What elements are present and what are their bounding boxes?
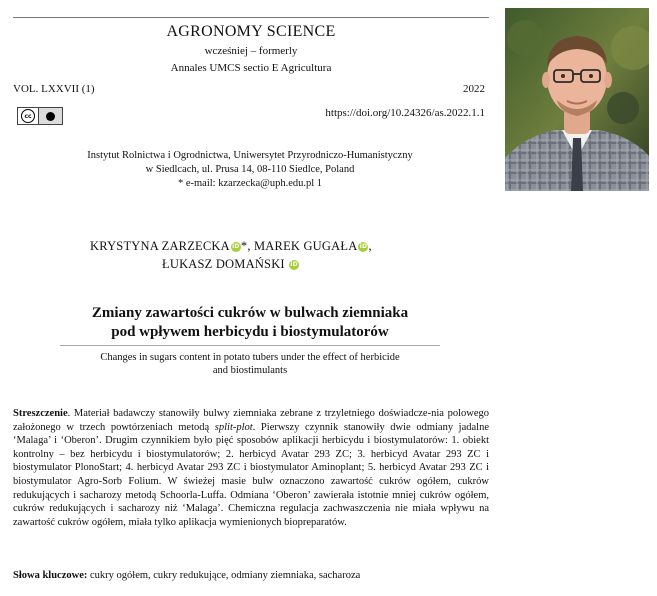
corresponding-mark: *,	[240, 239, 254, 253]
author-name: MAREK GUGAŁA	[253, 239, 358, 253]
orcid-icon[interactable]: iD	[359, 243, 368, 250]
article-title-line-1: Zmiany zawartości cukrów w bulwach ziemniaka	[91, 305, 409, 321]
article-title-line-2: pod wpływem herbicydu i biostymulatorów	[111, 324, 389, 340]
author-name: KRYSTYNA ZARZECKA	[90, 239, 230, 253]
keywords-label: Słowa kluczowe:	[13, 570, 88, 581]
author-line-1	[90, 239, 372, 254]
journal-former-name: Annales UMCS sectio E Agricultura	[170, 62, 332, 74]
journal-formerly: wcześniej – formerly	[204, 45, 298, 57]
orcid-icon[interactable]: iD	[232, 243, 240, 250]
cc-logo-icon: cc	[21, 109, 35, 123]
keywords-text: cukry ogółem, cukry redukujące, odmiany ziemniaka, sacharoza	[87, 570, 361, 581]
journal-title: AGRONOMY SCIENCE	[166, 23, 336, 40]
author-name: ŁUKASZ DOMAŃSKI	[162, 257, 285, 271]
header-rule	[13, 17, 489, 18]
orcid-icon[interactable]: iD	[290, 261, 298, 268]
journal-year: 2022	[463, 83, 485, 95]
abstract-text: . Materiał badawczy stanowiły bulwy ziemniaka zebrane z trzyletniego doświadcze-nia polowego założonego w trzech powtórzeniach metodą	[13, 408, 489, 433]
affiliation-line-2: w Siedlcach, ul. Prusa 14, 08-110 Siedlce, Poland	[145, 164, 355, 175]
doi-link[interactable]: https://doi.org/10.24326/as.2022.1.1	[325, 107, 485, 119]
affiliation-line-1: Instytut Rolnictwa i Ogrodnictwa, Uniwersytet Przyrodniczo-Humanistyczny	[87, 150, 413, 161]
author-separator: ,	[368, 239, 372, 253]
author-line-2	[162, 257, 299, 272]
abstract-italic-term: split-plot	[214, 421, 253, 433]
cc-by-license-icon[interactable]	[17, 107, 63, 125]
abstract-text: . Pierwszy czynnik stanowiły dwie odmiany jadalne ‘Malaga’ i ‘Oberon’. Drugim czynnikiem było pięć sposobów aplikacji herbicydu i biostymulatorów: 1. obiekt kontrolny – bez herbicydu i biostymulatorów; 2. herbicyd Avatar 293 ZC; 3. herbicyd Avatar 293 ZC i biostymulator PlonoStart; 4. herbicyd Avatar 293 ZC i biostymulator Aminoplant; 5. herbicyd Avatar 293 ZC i biostymulator Agro-Sorb Folium. W świeżej masie bulw oznaczono zawartość cukrów ogółem, cukrów redukujących i sacharozy metodą Schoorla-Luffa. Odmiana ‘Oberon’ zawierała istotnie mniej cukrów ogółem, cukrów redukujących i sacharozy niż ‘Malaga’. Chemiczna regulacja zachwaszczenia nie miała wpływu na zawartość cukrów ogółem, miała tylko aplikacja wymienionych biopreparatów.	[13, 421, 489, 528]
attribution-person-icon	[46, 112, 55, 121]
keywords	[13, 570, 489, 581]
journal-volume: VOL. LXXVII (1)	[13, 83, 95, 95]
title-divider	[60, 345, 440, 346]
abstract	[13, 407, 489, 529]
affiliation-email: * e-mail: kzarzecka@uph.edu.pl 1	[177, 178, 323, 189]
english-title-line-2: and biostimulants	[212, 365, 288, 376]
author-photo	[505, 8, 649, 191]
english-title-line-1: Changes in sugars content in potato tubers under the effect of herbicide	[100, 352, 400, 363]
abstract-label: Streszczenie	[13, 408, 68, 419]
